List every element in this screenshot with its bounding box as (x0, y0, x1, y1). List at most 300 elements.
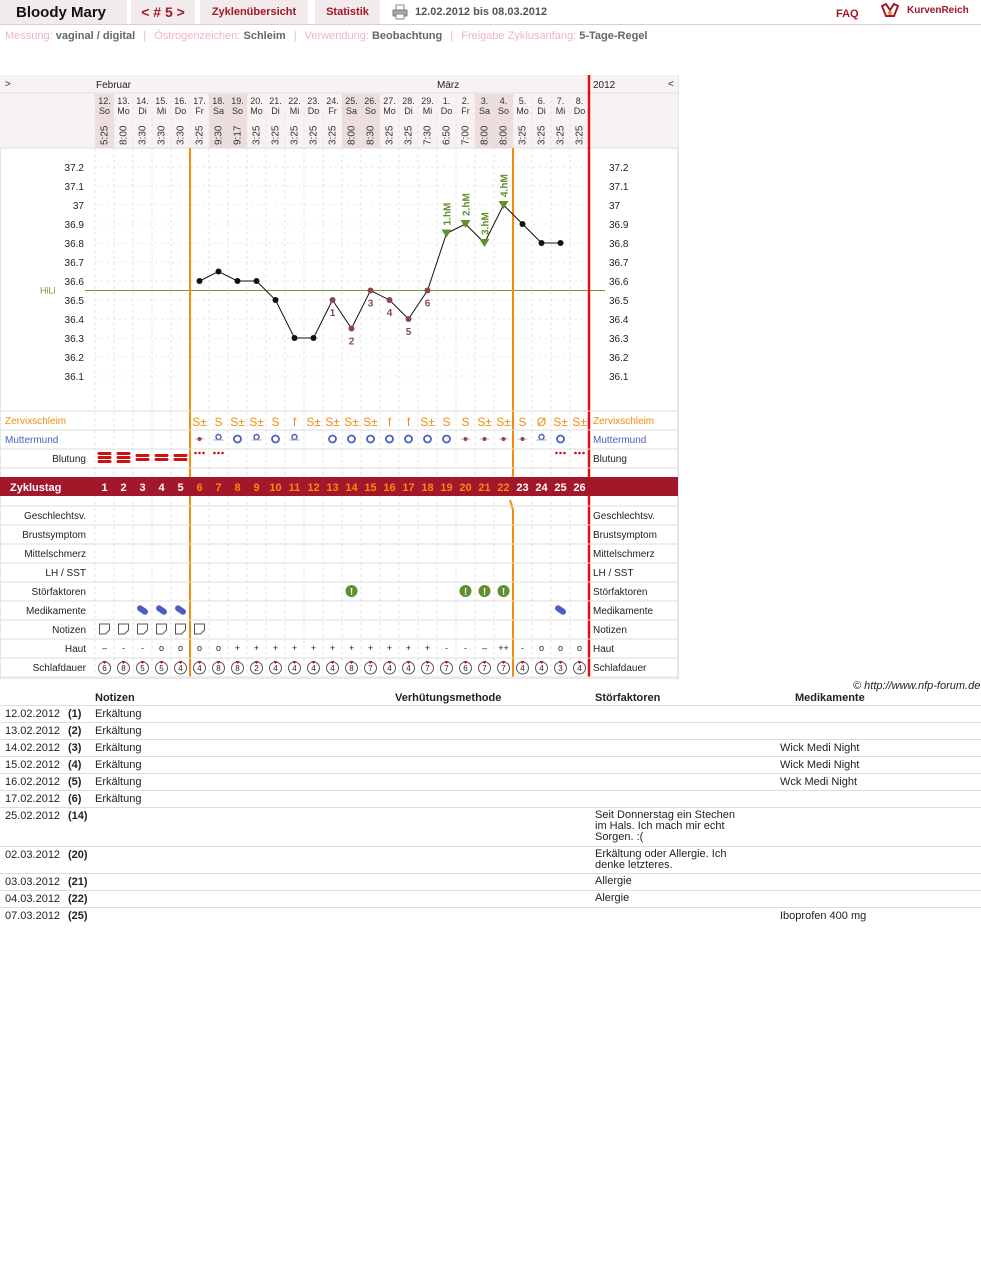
day-weekday: Do (174, 106, 187, 116)
day-time: 5:25 (99, 125, 111, 145)
month-maerz: März (437, 80, 460, 91)
lower-temp-point (425, 288, 431, 294)
day-date: 1. (442, 96, 451, 106)
skin-value: + (234, 643, 241, 653)
notes-cell-note: Erkältung (95, 759, 142, 771)
zervix-symbol: S± (192, 415, 207, 429)
skin-value: + (291, 643, 298, 653)
cycle-day-number: 18 (421, 482, 434, 494)
use-value: Beobachtung (371, 30, 443, 42)
day-date: 5. (518, 96, 527, 106)
row-label-left: Zervixschleim (5, 416, 67, 427)
notes-cell-medi: Wick Medi Night (780, 742, 860, 754)
day-date: 6. (537, 96, 546, 106)
y-tick-right: 37 (609, 201, 621, 212)
skin-value: + (253, 643, 260, 653)
stoerfaktor-mark: ! (463, 587, 468, 598)
day-time: 3:30 (156, 125, 168, 145)
notes-cell-date: 03.03.2012 (5, 876, 61, 888)
cycle-day-number: 26 (573, 482, 586, 494)
notes-row (0, 773, 981, 790)
faq-link[interactable]: FAQ (836, 8, 859, 20)
cycle-day-number: 21 (478, 482, 491, 494)
spotting-dot (574, 452, 577, 455)
day-time: 3:25 (194, 125, 206, 145)
y-tick-right: 36.1 (609, 372, 629, 383)
temp-point (216, 269, 222, 275)
sleep-value: 4 (406, 664, 411, 673)
cycle-day-number: 1 (101, 482, 108, 494)
day-date: 8. (575, 96, 584, 106)
high-measure-label: 2.hM (461, 193, 473, 216)
bleeding-bar (117, 460, 131, 463)
zervix-symbol: f (387, 415, 392, 429)
temp-point (235, 278, 241, 284)
notes-row (0, 756, 981, 773)
day-date: 29. (421, 96, 434, 106)
y-tick-left: 36.8 (64, 239, 84, 250)
zervix-symbol: S (214, 415, 223, 429)
day-time: 9:30 (213, 125, 225, 145)
row-label-left: Muttermund (5, 435, 59, 446)
skin-value: - (445, 643, 448, 653)
day-time: 3:30 (137, 125, 149, 145)
spotting-dot (559, 452, 562, 455)
day-time: 3:25 (270, 125, 282, 145)
y-tick-right: 36.8 (609, 239, 629, 250)
day-weekday: Mo (516, 106, 529, 116)
spotting-dot (221, 452, 224, 455)
day-date: 7. (556, 96, 565, 106)
day-weekday: Do (573, 106, 586, 116)
row-label-right: Notizen (593, 625, 627, 636)
day-time: 3:25 (308, 125, 320, 145)
notes-cell-stoer: Seit Donnerstag ein Stechen im Hals. Ich mach mir echt Sorgen. :( (595, 809, 736, 843)
skin-value: – (101, 643, 108, 653)
spotting-dot (202, 452, 205, 455)
day-weekday: So (497, 106, 510, 116)
high-measure-label: 3.hM (480, 212, 492, 235)
day-weekday: Di (271, 106, 280, 116)
y-tick-right: 36.2 (609, 353, 629, 364)
day-weekday: Mo (250, 106, 263, 116)
cycle-day-number: 2 (120, 482, 127, 494)
measure-label: Messung: (5, 30, 53, 42)
notes-cell-note: Erkältung (95, 725, 142, 737)
day-weekday: Mo (117, 106, 130, 116)
day-weekday: Di (537, 106, 546, 116)
measure-value: vaginal / digital (55, 30, 136, 42)
day-date: 16. (174, 96, 187, 106)
day-time: 7:00 (460, 125, 472, 145)
sleep-value: 8 (121, 664, 126, 673)
sleep-value: 4 (387, 664, 392, 673)
sleep-value: 4 (311, 664, 316, 673)
bleeding-bar (117, 452, 131, 455)
day-date: 14. (136, 96, 149, 106)
notes-cell-medi: Iboprofen 400 mg (780, 910, 867, 922)
notes-cell-date: 07.03.2012 (5, 910, 61, 922)
notes-cell-date: 02.03.2012 (5, 849, 61, 861)
lower-temp-point (330, 297, 336, 303)
notes-row (0, 907, 981, 924)
sleep-value: 4 (520, 664, 525, 673)
notes-cell-day: (25) (68, 910, 88, 922)
notes-row (0, 705, 981, 722)
sleep-value: 4 (273, 664, 278, 673)
lower-temp-point (349, 326, 355, 332)
day-time: 3:25 (555, 125, 567, 145)
skin-value: ++ (498, 643, 509, 653)
day-time: 9:17 (232, 125, 244, 145)
day-time: 3:25 (403, 125, 415, 145)
bleeding-bar (174, 454, 188, 457)
notes-cell-note: Erkältung (95, 793, 142, 805)
zervix-symbol: S± (363, 415, 378, 429)
day-time: 8:00 (346, 125, 358, 145)
spotting-dot (213, 452, 216, 455)
lower-six-label: 4 (386, 308, 393, 319)
skin-value: - (122, 643, 125, 653)
skin-value: + (386, 643, 393, 653)
spotting-dot (555, 452, 558, 455)
day-weekday: So (364, 106, 377, 116)
release-value: 5-Tage-Regel (579, 30, 648, 42)
cycle-day-number: 24 (535, 482, 548, 494)
zervix-symbol: S± (249, 415, 264, 429)
y-tick-left: 36.9 (64, 220, 84, 231)
y-tick-right: 36.7 (609, 258, 629, 269)
top-bar (0, 0, 981, 26)
notes-cell-date: 17.02.2012 (5, 793, 61, 805)
day-weekday: Mi (422, 106, 433, 116)
cycle-day-number: 22 (497, 482, 510, 494)
row-label-right: Zervixschleim (593, 416, 655, 427)
tab-zyklenuebersicht[interactable]: Zyklenübersicht (200, 0, 308, 24)
kurvenreich-logo-icon[interactable] (880, 2, 900, 20)
day-time: 3:25 (517, 125, 529, 145)
y-tick-right: 36.3 (609, 334, 629, 345)
notes-cell-date: 15.02.2012 (5, 759, 61, 771)
row-label-right: Mittelschmerz (593, 549, 655, 560)
top-divider (0, 24, 981, 25)
notes-row (0, 807, 981, 846)
day-time: 3:25 (251, 125, 263, 145)
day-date: 2. (461, 96, 470, 106)
notes-cell-stoer: Allergie (595, 875, 632, 887)
notes-cell-day: (20) (68, 849, 88, 861)
cycle-day-number: 16 (383, 482, 396, 494)
notes-row (0, 846, 981, 873)
temp-point (520, 221, 526, 227)
muttermund-closed-icon (521, 437, 525, 441)
row-label-right: Geschlechtsv. (593, 511, 656, 522)
y-tick-left: 36.4 (64, 315, 84, 326)
zervix-symbol: S± (553, 415, 568, 429)
cycle-day-number: 14 (345, 482, 358, 494)
cycle-day-number: 10 (269, 482, 282, 494)
zervix-symbol: Ø (536, 415, 547, 429)
use-label: Verwendung: (304, 30, 369, 42)
zervix-symbol: S (442, 415, 451, 429)
spotting-dot (578, 452, 581, 455)
skin-value: o (557, 643, 564, 653)
sleep-value: 5 (140, 664, 145, 673)
print-icon[interactable] (392, 4, 408, 20)
notes-header: Medikamente (795, 692, 865, 704)
cycle-day-number: 11 (288, 482, 301, 494)
copyright: © http://www.nfp-forum.de (853, 680, 981, 692)
user-name: Bloody Mary (0, 0, 127, 24)
skin-value: - (464, 643, 467, 653)
sleep-value: 4 (292, 664, 297, 673)
day-time: 7:30 (422, 125, 434, 145)
day-time: 3:25 (574, 125, 586, 145)
skin-value: o (215, 643, 222, 653)
sleep-value: 8 (349, 664, 354, 673)
cycle-day-number: 6 (196, 482, 203, 494)
notes-header: Störfaktoren (595, 692, 661, 704)
day-time: 3:25 (384, 125, 396, 145)
notes-cell-day: (1) (68, 708, 82, 720)
skin-value: o (196, 643, 203, 653)
lower-six-label: 6 (424, 298, 431, 310)
zervix-symbol: S± (496, 415, 511, 429)
stoerfaktor-mark: ! (482, 587, 487, 598)
day-date: 27. (383, 96, 396, 106)
skin-value: o (576, 643, 583, 653)
sleep-value: 7 (482, 664, 487, 673)
bleeding-bar (174, 458, 188, 461)
release-label: Freigabe Zyklusanfang: (461, 30, 577, 42)
cycle-nav[interactable]: < # 5 > (131, 0, 195, 24)
y-tick-right: 36.5 (609, 296, 629, 307)
spotting-dot (194, 452, 197, 455)
notes-row (0, 873, 981, 890)
y-tick-left: 36.5 (64, 296, 84, 307)
lower-temp-point (368, 288, 374, 294)
spotting-dot (217, 452, 220, 455)
day-date: 12. (98, 96, 111, 106)
muttermund-closed-icon (483, 437, 487, 441)
notes-header: Verhütungsmethode (395, 692, 502, 704)
cycle-day-number: 15 (364, 482, 377, 494)
day-weekday: Di (404, 106, 413, 116)
nav-next: > (5, 79, 11, 90)
cycle-day-number: 4 (158, 482, 165, 494)
cycle-day-number: 25 (554, 482, 567, 494)
day-time: 6:50 (441, 125, 453, 145)
day-date: 13. (117, 96, 130, 106)
notes-row (0, 790, 981, 807)
day-weekday: Do (307, 106, 320, 116)
temp-point (273, 297, 279, 303)
row-label-left: Mittelschmerz (24, 549, 86, 560)
notes-cell-day: (22) (68, 893, 88, 905)
muttermund-closed-icon (198, 437, 202, 441)
high-measure-label: 1.hM (442, 202, 454, 226)
zervix-symbol: S (271, 415, 280, 429)
notes-cell-date: 25.02.2012 (5, 810, 61, 822)
estrogen-label: Östrogenzeichen: (154, 30, 241, 42)
brand-link[interactable]: KurvenReich (907, 5, 969, 16)
cycle-day-number: 19 (440, 482, 453, 494)
day-date: 26. (364, 96, 377, 106)
skin-value: + (367, 643, 374, 653)
day-weekday: So (98, 106, 111, 116)
y-tick-right: 36.4 (609, 315, 629, 326)
cycle-day-number: 17 (402, 482, 415, 494)
skin-value: + (310, 643, 317, 653)
sleep-value: 2 (254, 664, 259, 673)
nav-prev: < (668, 79, 674, 90)
bleeding-bar (98, 460, 112, 463)
notes-cell-day: (21) (68, 876, 88, 888)
notes-cell-day: (2) (68, 725, 82, 737)
skin-value: - (521, 643, 524, 653)
sleep-value: 8 (235, 664, 240, 673)
day-date: 20. (250, 96, 263, 106)
row-label-right: Muttermund (593, 435, 647, 446)
y-tick-left: 36.1 (64, 372, 84, 383)
sleep-value: 4 (330, 664, 335, 673)
zervix-symbol: f (406, 415, 411, 429)
lower-temp-point (387, 297, 393, 303)
notes-cell-medi: Wck Medi Night (780, 776, 858, 788)
bleeding-bar (155, 458, 169, 461)
row-label-right: Schlafdauer (593, 663, 647, 674)
day-weekday: Di (138, 106, 147, 116)
day-time: 8:30 (365, 125, 377, 145)
spotting-dot (198, 452, 201, 455)
skin-value: – (481, 643, 488, 653)
spotting-dot (563, 452, 566, 455)
bleeding-bar (98, 456, 112, 459)
cycle-day-number: 20 (459, 482, 472, 494)
cycle-day-number: 8 (234, 482, 241, 494)
cycle-day-number: 5 (177, 482, 184, 494)
muttermund-closed-icon (502, 437, 506, 441)
sleep-value: 6 (463, 664, 468, 673)
sleep-value: 5 (159, 664, 164, 673)
row-label-right: Brustsymptom (593, 530, 657, 541)
row-label-right: Störfaktoren (593, 587, 648, 598)
skin-value: - (141, 643, 144, 653)
day-time: 3:25 (536, 125, 548, 145)
y-tick-left: 37.2 (64, 163, 84, 174)
bleeding-bar (117, 456, 131, 459)
cycle-day-number: 3 (139, 482, 146, 494)
lower-six-label: 5 (405, 327, 412, 338)
notes-row (0, 722, 981, 739)
date-range: 12.02.2012 bis 08.03.2012 (415, 6, 548, 18)
notes-cell-day: (4) (68, 759, 82, 771)
cycle-day-number: 23 (516, 482, 529, 494)
day-weekday: Fr (195, 106, 204, 116)
sleep-value: 6 (102, 664, 107, 673)
day-date: 28. (402, 96, 415, 106)
sleep-value: 4 (197, 664, 202, 673)
notes-row (0, 739, 981, 756)
sleep-value: 7 (444, 664, 449, 673)
day-weekday: Mi (555, 106, 566, 116)
day-weekday: Do (440, 106, 453, 116)
y-tick-right: 37.1 (609, 182, 629, 193)
notes-cell-medi: Wick Medi Night (780, 759, 860, 771)
skin-value: o (158, 643, 165, 653)
notes-cell-date: 12.02.2012 (5, 708, 61, 720)
temp-point (539, 240, 545, 246)
day-date: 17. (193, 96, 206, 106)
sleep-value: 7 (425, 664, 430, 673)
day-date: 4. (499, 96, 508, 106)
zervix-symbol: S± (477, 415, 492, 429)
temp-point (254, 278, 260, 284)
stoerfaktor-mark: ! (349, 587, 354, 598)
notes-cell-date: 04.03.2012 (5, 893, 61, 905)
y-tick-left: 37.1 (64, 182, 84, 193)
sleep-value: 7 (501, 664, 506, 673)
hili-label: HiLi (40, 285, 56, 296)
day-time: 3:25 (289, 125, 301, 145)
bleeding-bar (136, 458, 150, 461)
zervix-symbol: S (461, 415, 470, 429)
row-label-left: Notizen (52, 625, 86, 636)
day-date: 19. (231, 96, 244, 106)
notes-cell-day: (6) (68, 793, 82, 805)
row-label-right: Haut (593, 644, 615, 655)
zervix-symbol: S± (344, 415, 359, 429)
day-time: 8:00 (118, 125, 130, 145)
row-label-left: LH / SST (45, 568, 86, 579)
day-time: 3:25 (327, 125, 339, 145)
row-label-right: Blutung (593, 454, 627, 465)
day-time: 8:00 (479, 125, 491, 145)
day-time: 3:30 (175, 125, 187, 145)
day-date: 23. (307, 96, 320, 106)
y-tick-left: 36.3 (64, 334, 84, 345)
day-date: 24. (326, 96, 339, 106)
chart-frame (0, 75, 678, 679)
day-date: 15. (155, 96, 168, 106)
y-tick-left: 36.7 (64, 258, 84, 269)
zervix-symbol: S± (306, 415, 321, 429)
tab-statistik[interactable]: Statistik (315, 0, 380, 24)
notes-cell-stoer: Erkältung oder Allergie. Ich denke letzteres. (595, 848, 727, 871)
day-date: 3. (480, 96, 489, 106)
day-weekday: Fr (461, 106, 470, 116)
day-date: 21. (269, 96, 282, 106)
notes-cell-note: Erkältung (95, 708, 142, 720)
notes-cell-date: 16.02.2012 (5, 776, 61, 788)
sleep-value: 3 (558, 664, 563, 673)
day-weekday: Fr (328, 106, 337, 116)
sleep-value: 4 (178, 664, 183, 673)
day-weekday: Mi (156, 106, 167, 116)
row-label-left: Haut (64, 644, 86, 655)
row-label-left: Geschlechtsv. (23, 511, 86, 522)
day-time: 8:00 (498, 125, 510, 145)
row-label-left: Blutung (52, 454, 86, 465)
notes-cell-day: (3) (68, 742, 82, 754)
high-measure-label: 4.hM (499, 174, 511, 197)
bleeding-bar (136, 454, 150, 457)
cycle-day-number: 7 (215, 482, 222, 494)
notes-row (0, 890, 981, 907)
day-weekday: Mo (383, 106, 396, 116)
day-date: 18. (212, 96, 225, 106)
temp-point (197, 278, 203, 284)
